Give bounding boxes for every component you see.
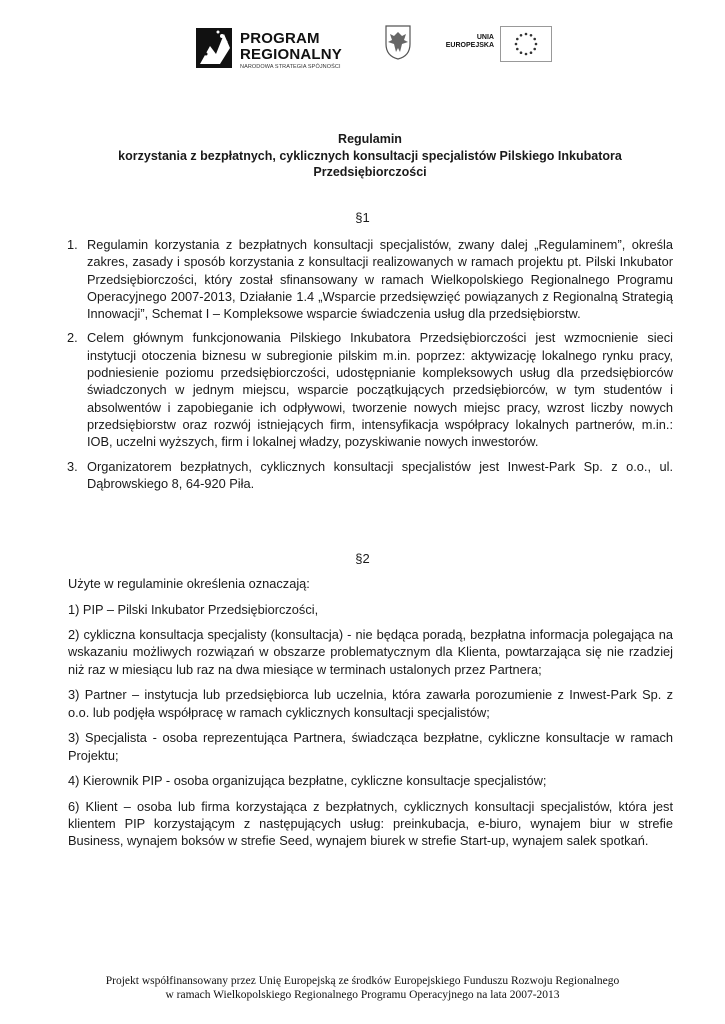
footer-line2: w ramach Wielkopolskiego Regionalnego Programu Operacyjnego na lata 2007-2013 — [165, 989, 560, 1001]
program-logo-line2: REGIONALNY — [240, 46, 343, 63]
title-line1: Regulamin — [338, 132, 402, 146]
program-logo-subtitle: NARODOWA STRATEGIA SPÓJNOŚCI — [240, 64, 341, 70]
eu-logo-text — [444, 34, 494, 50]
list-item-number: 3. — [67, 458, 78, 474]
definitions-intro: Użyte w regulaminie określenia oznaczają: — [68, 576, 310, 591]
eu-logo-line2: EUROPEJSKA — [445, 42, 494, 49]
program-regionalny-logo — [196, 24, 356, 72]
definition-item: 6) Klient – osoba lub firma korzystająca z bezpłatnych, cyklicznych konsultacji specjalistów, która jest klientem PIP korzystającym z następujących usług: preinkubacja, e-biuro, wynajem biur w strefie Business, wynajem boksów w strefie Seed, wynajem biurek w strefie Start-up, wynajem salek spotkań. — [68, 798, 673, 849]
eu-logo-line1: UNIA — [476, 34, 494, 41]
list-item-text: Organizatorem bezpłatnych, cyklicznych konsultacji specjalistów jest Inwest-Park Sp. z o.o., ul. Dąbrowskiego 8, 64-920 Piła. — [87, 458, 673, 491]
definition-item: 4) Kierownik PIP - osoba organizująca bezpłatne, cykliczne konsultacje specjalistów; — [68, 773, 547, 789]
definition-item: 3) Partner – instytucja lub przedsiębiorca lub uczelnia, która zawarła porozumienie z Inwest-Park Sp. z o.o. lub podjęła współpracę w ramach cyklicznych konsultacji specjalistów; — [68, 687, 673, 720]
eu-flag-icon — [500, 26, 552, 62]
section-2-mark: §2 — [355, 551, 370, 566]
footer-line1: Projekt współfinansowany przez Unię Europejską ze środków Europejskiego Funduszu Rozwoju Regionalnego — [105, 975, 620, 987]
definition-item: 2) cykliczna konsultacja specjalisty (konsultacja) - nie będąca poradą, bezpłatna informacja polegająca na wskazaniu możliwych rozwiązań w obszarze problematycznym dla Klienta, powtarzająca się nie rzadziej niż raz w miesiącu lub raz na dwa miesiące w terminach ustalonych przez Partnera; — [68, 627, 673, 677]
definition-item: 1) PIP – Pilski Inkubator Przedsiębiorczości, — [68, 601, 319, 617]
title-line2: korzystania z bezpłatnych, cyklicznych konsultacji specjalistów Pilskiego Inkubatora — [118, 148, 622, 163]
list-item — [67, 236, 673, 322]
definition-item: 3) Specjalista - osoba reprezentująca Partnera, świadcząca bezpłatne, cykliczne konsultacje w ramach Projektu; — [68, 730, 673, 763]
header-logos — [0, 18, 725, 78]
list-item-text: Regulamin korzystania z bezpłatnych konsultacji specjalistów, zwany dalej „Regulaminem”, określa zakres, zasady i sposób korzystania z konsultacji realizowanych w ramach projektu pt. Pilski Inkubator Przedsiębiorczości, który został sfinansowany w ramach Wielkopolskiego Regionalnego Programu Operacyjnego 2007-2013, Działanie 1.4 „Wsparcie przedsięwzięć powiązanych z Regionalną Strategią Innowacji”, Schemat I – Kompleksowe wsparcie świadczenia usług dla przedsiębiorstw. — [87, 237, 673, 322]
unia-europejska-logo — [444, 24, 552, 62]
document-title — [80, 131, 660, 181]
list-item — [67, 329, 673, 450]
list-item-number: 1. — [67, 237, 78, 252]
section-1-mark: §1 — [355, 210, 370, 225]
title-line3: Przedsiębiorczości — [313, 165, 427, 179]
program-logo-line1: PROGRAM — [240, 30, 320, 47]
list-item-text: Celem głównym funkcjonowania Pilskiego Inkubatora Przedsiębiorczości jest wzmocnienie sieci instytucji otoczenia biznesu w subregionie pilskim m.in. poprzez: aktywizację lokalnego rynku pracy, podniesienie poziomu przedsiębiorczości, udostępnianie kompleksowych usług dla przedsiębiorców świadczonych w jednym miejscu, wsparcie początkujących przedsiębiorców, w tym studentów i absolwentów i zapobieganie ich odpływowi, tworzenie nowych miejsc pracy, wzrost liczby nowych przedsiębiorstw oraz rozwój istniejących firm, intensyfikacja współpracy lokalnych partnerów, m.in.: IOB, uczelni wyższych, firm i lokalnej władzy, pozyskiwanie nowych inwestorów. — [87, 330, 673, 450]
footer-funding-note — [60, 974, 665, 1002]
section-2-definitions — [68, 575, 673, 858]
section-1-list — [67, 236, 673, 499]
list-item — [67, 458, 673, 493]
wielkopolska-crest-icon — [384, 24, 412, 60]
list-item-number: 2. — [67, 330, 78, 346]
program-regionalny-emblem-icon — [196, 24, 236, 72]
